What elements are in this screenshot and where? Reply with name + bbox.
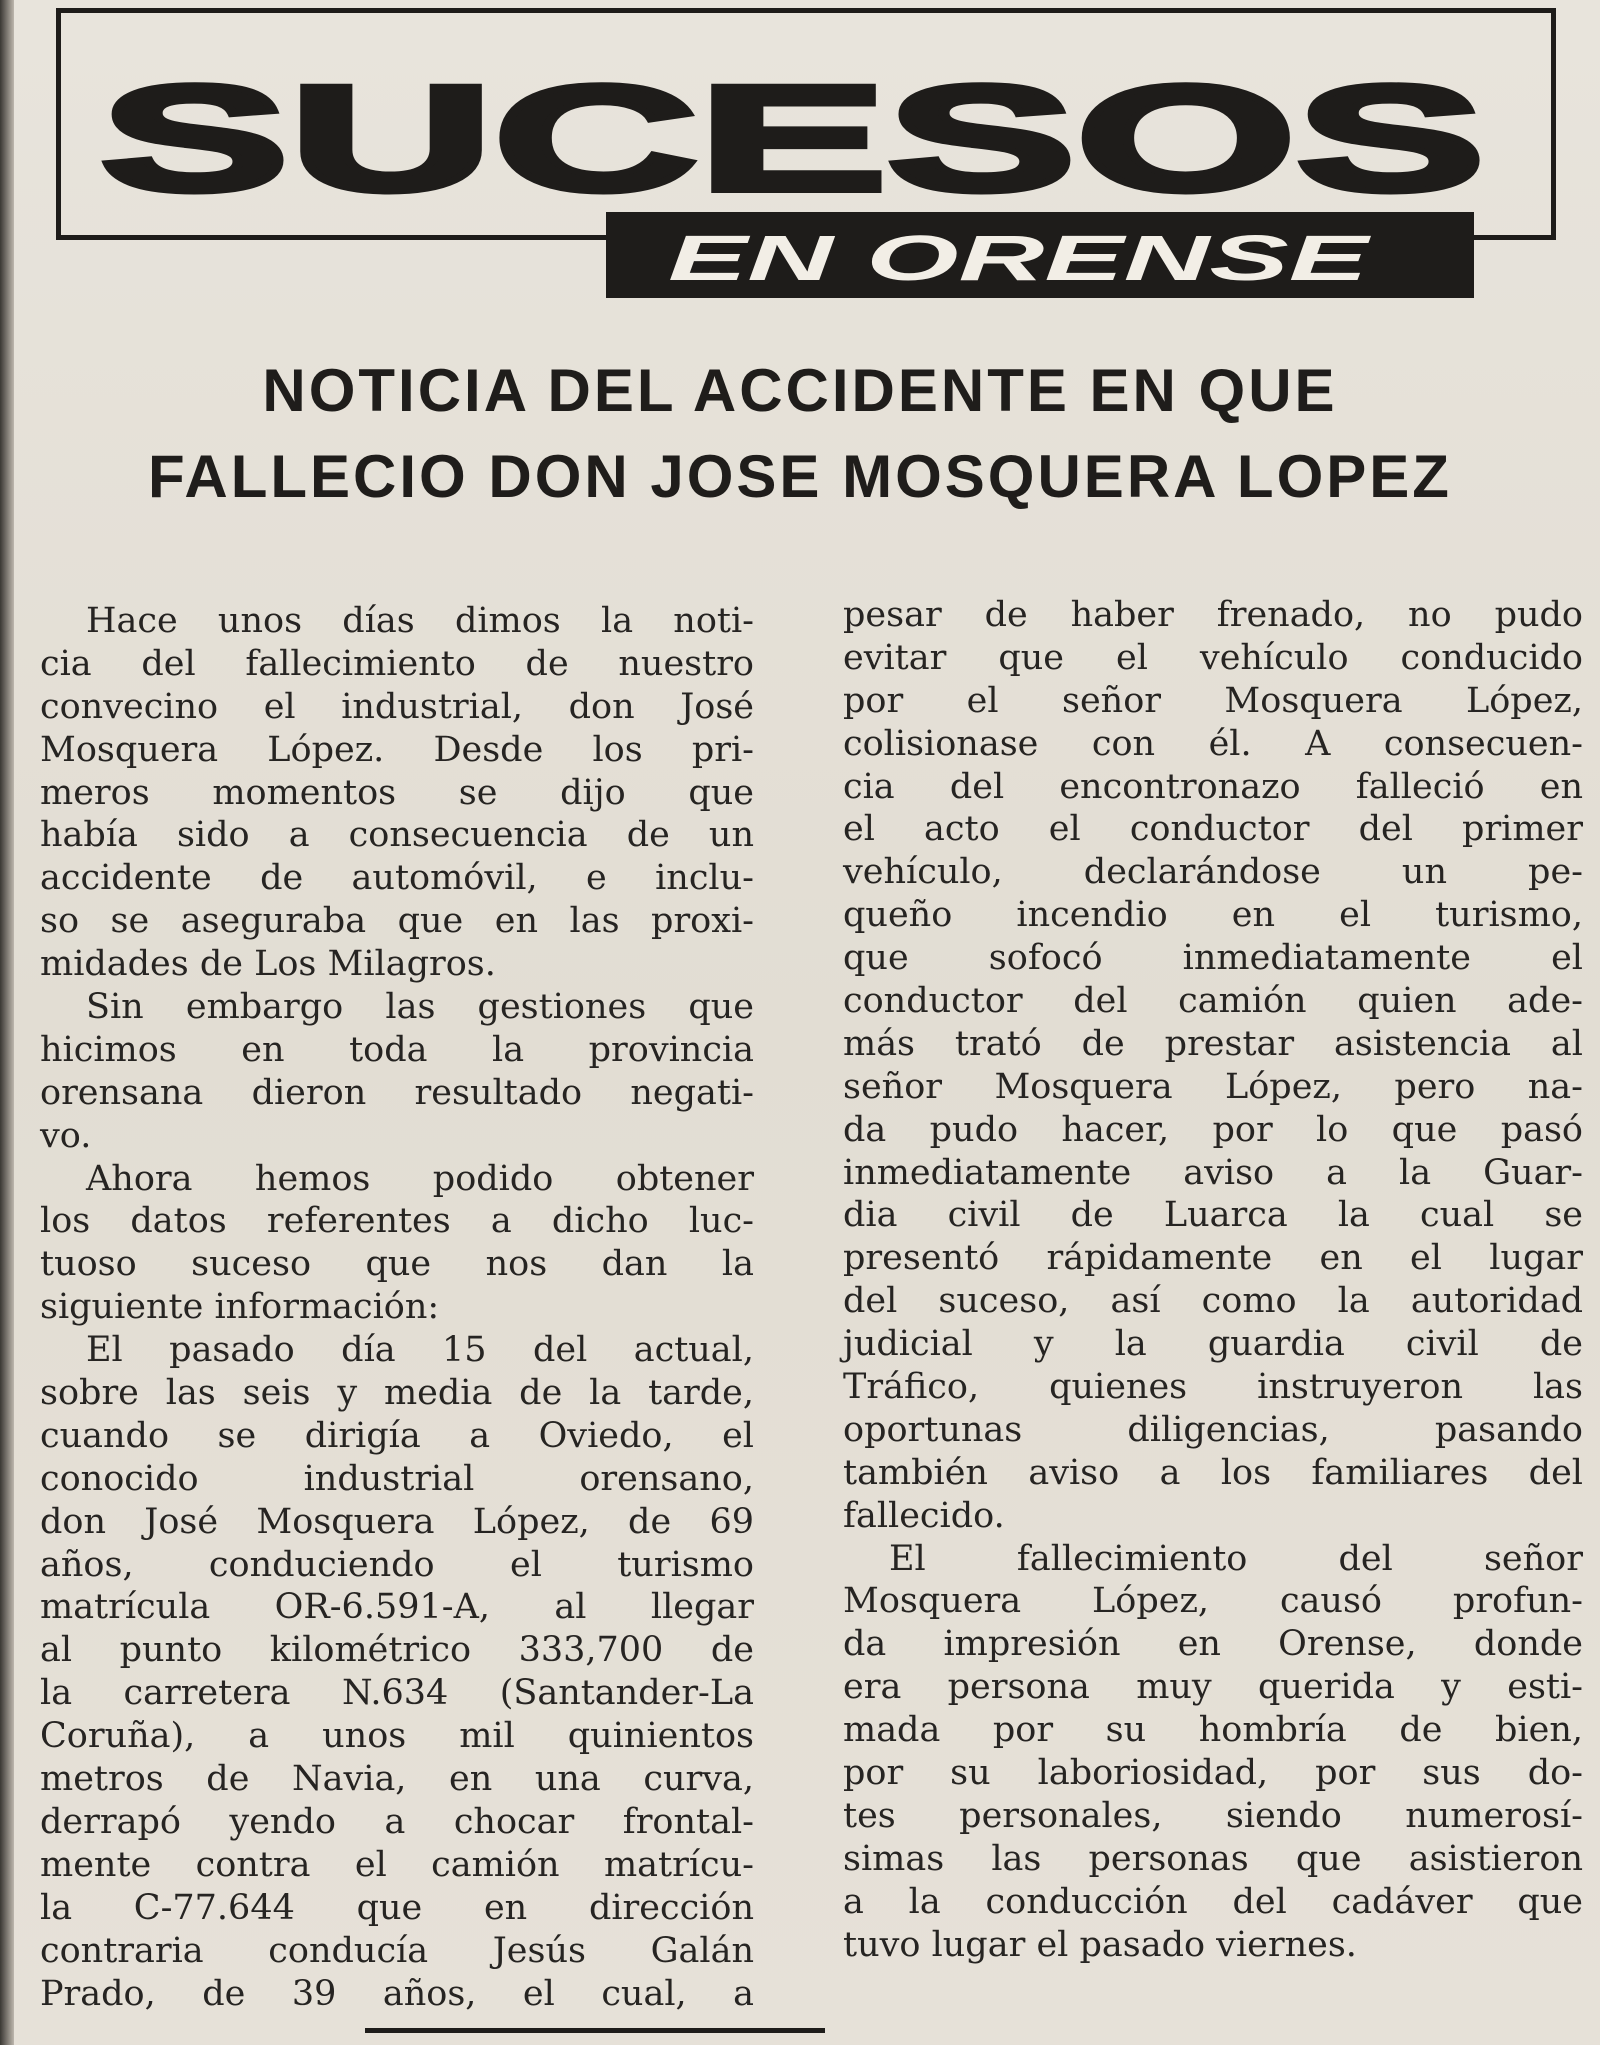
page-edge <box>0 0 14 2045</box>
article-line: Prado, de 39 años, el cual, a <box>40 1973 754 2014</box>
article-line: más trató de prestar asistencia al <box>843 1023 1583 1064</box>
article-line: dia civil de Luarca la cual se <box>843 1195 1583 1236</box>
article-line: por su laboriosidad, por sus do- <box>843 1753 1583 1794</box>
article-line: judicial y la guardia civil de <box>843 1324 1583 1365</box>
article-line: derrapó yendo a chocar frontal- <box>40 1801 754 1842</box>
masthead-subtitle: EN ORENSE <box>668 222 1373 294</box>
article-right-column <box>843 594 1583 1967</box>
article-line: el acto el conductor del primer <box>843 809 1583 850</box>
masthead-banner <box>606 212 1474 298</box>
masthead-title-text: SUCESOS <box>100 62 1485 202</box>
article-line: da pudo hacer, por lo que pasó <box>843 1109 1583 1150</box>
article-line: la C-77.644 que en dirección <box>40 1887 754 1928</box>
article-line: señor Mosquera López, pero na- <box>843 1066 1583 1107</box>
article-line: la carretera N.634 (Santander-La <box>40 1673 754 1714</box>
article-line: pesar de haber frenado, no pudo <box>843 595 1583 635</box>
article-line: hicimos en toda la provincia <box>40 1029 754 1070</box>
article-line: los datos referentes a dicho luc- <box>40 1201 754 1242</box>
article-line: orensana dieron resultado negati- <box>40 1072 754 1113</box>
article-line: presentó rápidamente en el lugar <box>843 1238 1583 1279</box>
article-line: inmediatamente aviso a la Guar- <box>843 1152 1583 1193</box>
article-line: El fallecimiento del señor <box>889 1538 1583 1579</box>
article-line: cia del fallecimiento de nuestro <box>40 643 754 684</box>
article-line: mada por su hombría de bien, <box>843 1710 1583 1751</box>
article-line: a la conducción del cadáver que <box>843 1881 1583 1922</box>
article-line: El pasado día 15 del actual, <box>86 1330 754 1371</box>
article-line: tes personales, siendo numerosí- <box>843 1795 1583 1836</box>
article-line: convecino el industrial, don José <box>40 686 754 727</box>
article-line: simas las personas que asistieron <box>843 1838 1583 1879</box>
article-line: da impresión en Orense, donde <box>843 1624 1583 1665</box>
article-line: so se aseguraba que en las proxi- <box>40 901 754 942</box>
article-line: cia del encontronazo falleció en <box>843 766 1583 807</box>
article-line: Mosquera López, causó profun- <box>843 1581 1583 1622</box>
article-line: Tráfico, quienes instruyeron las <box>843 1367 1583 1408</box>
article-line: tuoso suceso que nos dan la <box>40 1244 754 1285</box>
article-line: oportunas diligencias, pasando <box>843 1409 1583 1450</box>
article-line: contraria conducía Jesús Galán <box>40 1930 754 1971</box>
bottom-rule <box>365 2028 825 2033</box>
article-line: colisionase con él. A consecuen- <box>843 723 1583 764</box>
article-line: tuvo lugar el pasado viernes. <box>843 1924 1357 1965</box>
article-line: queño incendio en el turismo, <box>843 895 1583 936</box>
article-line: sobre las seis y media de la tarde, <box>40 1373 754 1414</box>
article-left-column <box>40 600 754 2015</box>
article-line: evitar que el vehículo conducido <box>843 637 1583 678</box>
headline-line-1: NOTICIA DEL ACCIDENTE EN QUE <box>262 357 1338 424</box>
article-line: Hace unos días dimos la noti- <box>86 601 754 641</box>
article-line: años, conduciendo el turismo <box>40 1544 754 1585</box>
article-line: era persona muy querida y esti- <box>843 1667 1583 1708</box>
article-line: siguiente información: <box>40 1287 440 1328</box>
article-line: cuando se dirigía a Oviedo, el <box>40 1415 754 1456</box>
article-line: accidente de automóvil, e inclu- <box>40 858 754 899</box>
article-line: por el señor Mosquera López, <box>843 680 1583 721</box>
article-line: vehículo, declarándose un pe- <box>843 852 1583 893</box>
article-line: metros de Navia, en una curva, <box>40 1759 754 1800</box>
article-line: vo. <box>40 1115 92 1156</box>
article-line: Ahora hemos podido obtener <box>86 1158 754 1199</box>
article-line: que sofocó inmediatamente el <box>843 938 1583 979</box>
article-line: matrícula OR-6.591-A, al llegar <box>40 1587 754 1628</box>
article-line: Sin embargo las gestiones que <box>86 987 754 1028</box>
headline-line-2: FALLECIO DON JOSE MOSQUERA LOPEZ <box>148 443 1452 510</box>
article-line: al punto kilométrico 333,700 de <box>40 1630 754 1671</box>
article-line: también aviso a los familiares del <box>843 1452 1583 1493</box>
article-line: fallecido. <box>843 1495 1005 1536</box>
article-line: midades de Los Milagros. <box>40 944 496 985</box>
article-line: conductor del camión quien ade- <box>843 981 1583 1022</box>
article-line: mente contra el camión matrícu- <box>40 1844 754 1885</box>
article-line: Coruña), a unos mil quinientos <box>40 1716 754 1757</box>
article-line: conocido industrial orensano, <box>40 1458 754 1499</box>
article-line: meros momentos se dijo que <box>40 772 754 813</box>
article-line: don José Mosquera López, de 69 <box>40 1501 754 1542</box>
article-line: Mosquera López. Desde los pri- <box>40 729 754 770</box>
article-line: del suceso, así como la autoridad <box>843 1281 1583 1322</box>
masthead-title <box>100 62 1500 202</box>
article-line: había sido a consecuencia de un <box>40 815 754 856</box>
